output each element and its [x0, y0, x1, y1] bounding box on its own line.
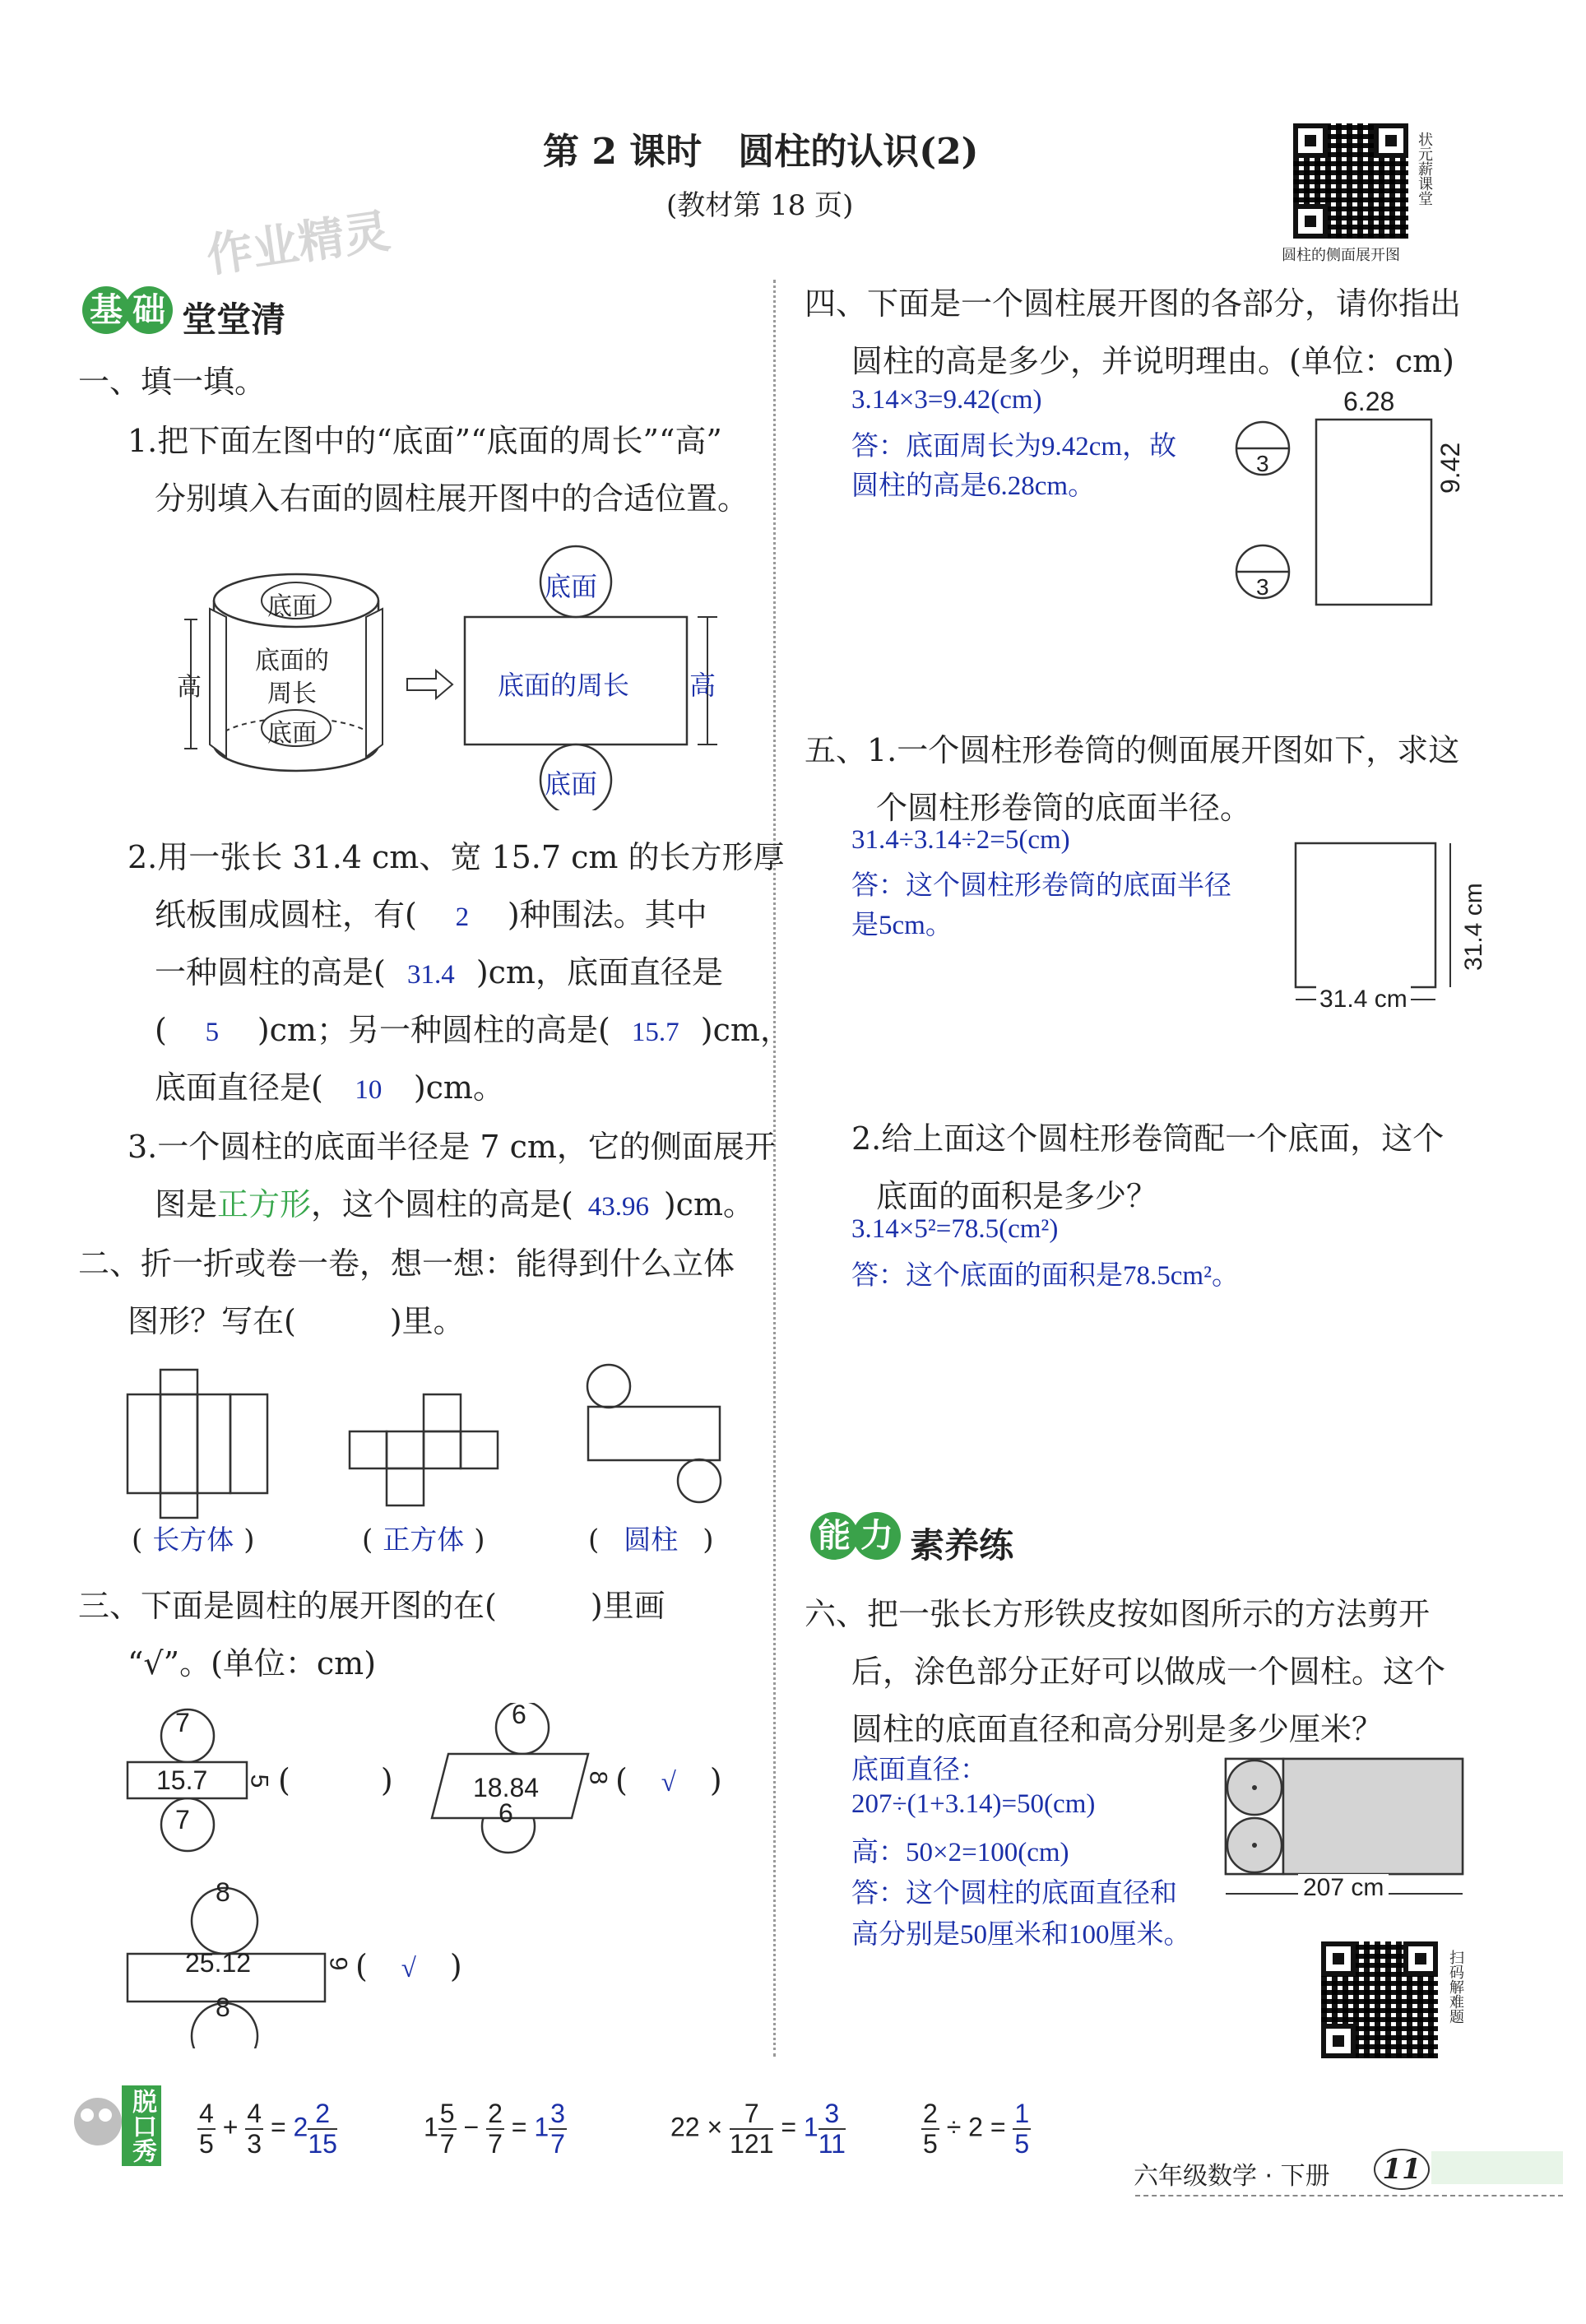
q5-p2-answer: 3.14×5²=78.5(cm²) [851, 1214, 1059, 1244]
answer-blank: 31.4 [406, 960, 455, 990]
q2-text: 图形？写在( )里。 [128, 1303, 465, 1339]
qr-side-label: 扫码解难题 [1447, 1950, 1464, 2024]
section-label: 堂堂清 [182, 299, 286, 340]
section-ability-header [810, 1512, 1013, 1568]
q6-text: 圆柱的底面直径和高分别是多少厘米？ [851, 1711, 1384, 1747]
answer-blank: 10 [355, 1075, 383, 1105]
dim-label: 31.4 cm [1460, 883, 1487, 971]
q6-answer: 底面直径： [851, 1756, 987, 1785]
net-right-answer: 高 [689, 670, 716, 700]
answer-fill: 正方形 [217, 1186, 312, 1222]
section-basic-header [82, 286, 285, 342]
answer-blank: 2 [455, 902, 470, 932]
q5-p2-text: 底面的面积是多少？ [876, 1178, 1158, 1214]
q1-p3-text: 3.一个圆柱的底面半径是 7 cm，它的侧面展开 [128, 1129, 776, 1165]
net-top-answer: 底面 [545, 572, 598, 601]
mascot-icon [74, 2085, 156, 2176]
dim-label: 6 [512, 1700, 526, 1729]
q6-text: 后，涂色部分正好可以做成一个圆柱。这个 [851, 1654, 1446, 1690]
dim-label: 25.12 [185, 1948, 252, 1978]
section-badge: 础 [125, 286, 173, 334]
q5-answer: 答：这个圆柱形卷筒的底面半径 [851, 871, 1231, 901]
section-badge: 力 [853, 1512, 901, 1560]
q6-answer: 207÷(1+3.14)=50(cm) [851, 1789, 1096, 1819]
fig-label: 底面 [267, 719, 317, 748]
fig-label: 高 [177, 673, 202, 702]
folding-shapes-figure [123, 1357, 749, 1522]
dim-label: 15.7 [156, 1765, 208, 1795]
q1-p1-text: 分别填入右面的圆柱展开图中的合适位置。 [155, 480, 749, 517]
q1-p2-line: 纸板围成圆柱，有( 2 )种围法。其中 [155, 895, 707, 935]
q4-answer: 答：底面周长为9.42cm，故 [851, 432, 1177, 462]
dim-label: 18.84 [473, 1773, 540, 1802]
q3-answer-blank: ( ) [278, 1762, 393, 1798]
q5-p2-text: 2.给上面这个圆柱形卷筒配一个底面，这个 [851, 1120, 1445, 1157]
q2-answer: ( 圆柱 ) [588, 1524, 714, 1556]
footer-decoration [1431, 2151, 1563, 2184]
page-number: 11 [1374, 2149, 1430, 2190]
section-label: 素养练 [910, 1524, 1014, 1566]
mental-math-4: $\frac{2}{5}$ ÷ 2 = $\frac{1}{5}$ [923, 2099, 1030, 2159]
dim-label: 7 [175, 1805, 190, 1835]
q5-answer: 是5cm。 [851, 911, 953, 940]
qr-code-icon[interactable] [1293, 123, 1408, 239]
q6-answer: 高分别是50厘米和100厘米。 [851, 1920, 1191, 1950]
q2-text: 二、折一折或卷一卷，想一想：能得到什么立体 [78, 1245, 735, 1282]
q1-p2-line: ( 5 )cm；另一种圆柱的高是( 15.7 )cm， [155, 1010, 791, 1051]
q6-answer: 答：这个圆柱的底面直径和 [851, 1879, 1177, 1909]
fig-label: 底面的 [255, 647, 329, 675]
q5-text: 个圆柱形卷筒的底面半径。 [876, 790, 1252, 826]
q1-p3-line: 图是正方形，这个圆柱的高是( 43.96 )cm。 [155, 1185, 754, 1225]
cylinder-net-figure [165, 539, 757, 810]
q3-answer-blank: ( √ ) [615, 1762, 722, 1798]
answer-blank: 15.7 [631, 1018, 679, 1047]
q5-text: 五、1.一个圆柱形卷筒的侧面展开图如下，求这 [805, 732, 1460, 768]
footer-rule [1135, 2195, 1563, 2196]
dim-label: 8 [584, 1770, 612, 1785]
q3-text: 三、下面是圆柱的展开图的在( )里画 [78, 1588, 665, 1624]
footer-tag: 脱口秀 [122, 2085, 161, 2166]
qr-code-icon[interactable] [1321, 1941, 1438, 2058]
q5-p2-answer: 答：这个底面的面积是78.5cm²。 [851, 1261, 1239, 1291]
grade-label: 六年级数学 · 下册 [1134, 2162, 1330, 2191]
q2-answer: ( 正方体 ) [362, 1524, 485, 1556]
q6-answer: 高：50×2=100(cm) [851, 1838, 1069, 1867]
mental-math-1: $\frac{4}{5}$ + $\frac{4}{3}$ = 2 $\frac{2}{15}$ [199, 2099, 337, 2159]
dim-label: 8 [216, 1992, 230, 2022]
q1-p2-text: 2.用一张长 31.4 cm、宽 15.7 cm 的长方形厚 [128, 839, 785, 875]
dim-label: 5 [245, 1774, 273, 1788]
mental-math-2: 1 $\frac{5}{7}$ − $\frac{2}{7}$ = 1 $\frac{3}{7}$ [424, 2099, 565, 2159]
dim-label: 6.28 [1343, 387, 1395, 416]
dim-label: 207 cm [1298, 1874, 1389, 1902]
q1-p2-line: 一种圆柱的高是( 31.4 )cm，底面直径是 [155, 953, 723, 993]
qr-side-label: 状元薪课堂 [1416, 132, 1433, 206]
q1-heading: 一、填一填。 [78, 364, 267, 400]
page-title: 第 2 课时 圆柱的认识(2) [543, 131, 979, 173]
q1-p1-text: 1.把下面左图中的“底面”“底面的周长”“高” [128, 423, 722, 459]
dim-label: 31.4 cm [1316, 986, 1411, 1014]
net-bottom-answer: 底面 [545, 769, 598, 799]
fig-label: 周长 [267, 680, 317, 708]
mental-math-3: 22 × $\frac{7}{121}$ = 1 $\frac{3}{11}$ [670, 2099, 846, 2159]
dim-label: 6 [499, 1798, 513, 1828]
net-center-answer: 底面的周长 [498, 670, 630, 700]
qr-caption: 圆柱的侧面展开图 [1282, 247, 1400, 264]
fig-label: 底面 [267, 592, 317, 621]
section-badge: 基 [82, 286, 130, 334]
q2-answer: ( 长方体 ) [132, 1524, 255, 1556]
q5-answer: 31.4÷3.14÷2=5(cm) [851, 825, 1070, 855]
q4-text: 四、下面是一个圆柱展开图的各部分，请你指出 [805, 285, 1462, 322]
q4-answer: 圆柱的高是6.28cm。 [851, 471, 1096, 501]
dim-label: 7 [175, 1708, 190, 1737]
page-subtitle: (教材第 18 页) [666, 189, 854, 222]
radius-label: 3 [1256, 574, 1269, 600]
q1-p2-line: 底面直径是( 10 )cm。 [155, 1068, 504, 1108]
dim-label: 8 [216, 1877, 230, 1907]
q3-text: “√”。(单位：cm) [128, 1645, 377, 1682]
radius-label: 3 [1256, 451, 1269, 476]
section-badge: 能 [810, 1512, 858, 1560]
q3-answer-blank: ( √ ) [355, 1948, 462, 1984]
dim-label: 9.42 [1435, 442, 1465, 494]
watermark: 作业精灵 [203, 204, 394, 284]
q4-text: 圆柱的高是多少，并说明理由。(单位：cm) [851, 343, 1454, 379]
q4-answer: 3.14×3=9.42(cm) [851, 385, 1042, 415]
answer-blank: 5 [205, 1018, 220, 1047]
dim-label: 9 [324, 1956, 352, 1971]
answer-blank: 43.96 [587, 1192, 649, 1222]
q6-text: 六、把一张长方形铁皮按如图所示的方法剪开 [805, 1596, 1431, 1632]
